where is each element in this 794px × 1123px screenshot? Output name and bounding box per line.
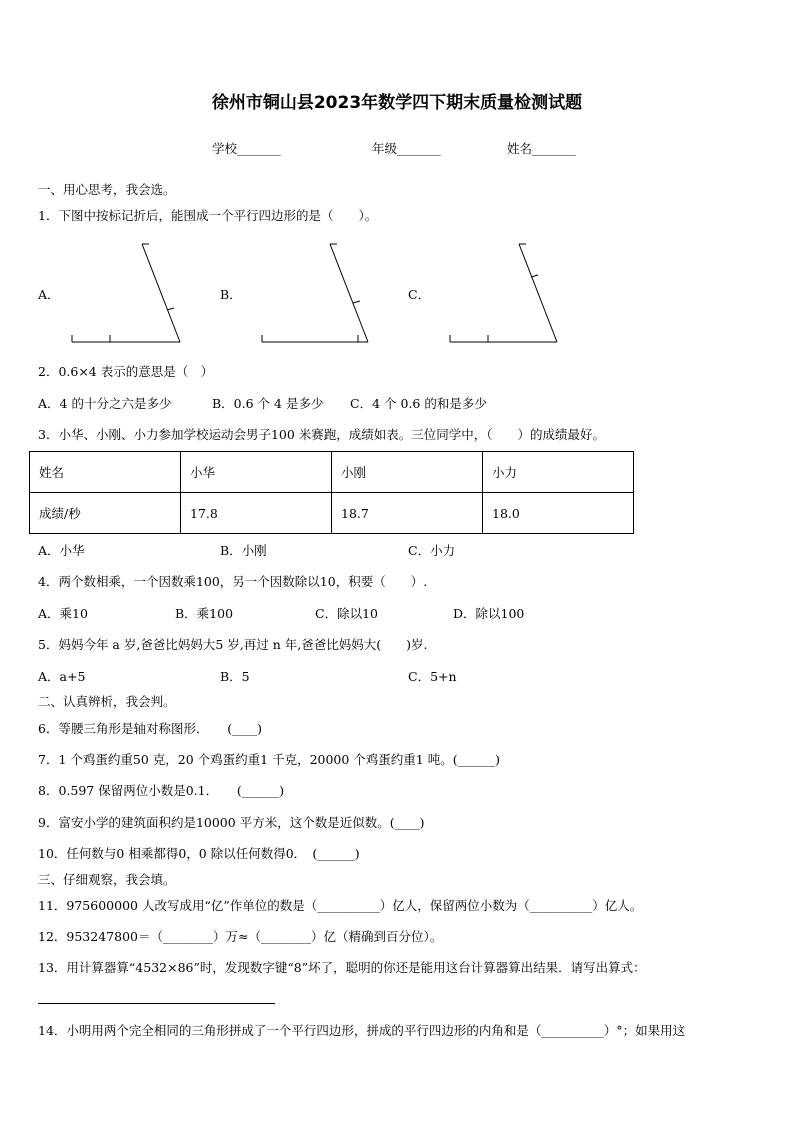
q4-option-d[interactable]: D．除以100 (453, 606, 525, 621)
option-c-label[interactable]: C． (408, 287, 431, 302)
question-8: 8．0.597 保留两位小数是0.1． (______) (38, 783, 285, 798)
section-heading: 一、用心思考，我会选。 (38, 182, 176, 197)
question-6: 6．等腰三角形是轴对称图形． (____) (38, 721, 262, 736)
question-7: 7．1 个鸡蛋约重50 克，20 个鸡蛋约重1 千克，20000 个鸡蛋约重1 吨。(______) (38, 752, 500, 767)
table-cell: 小华 (181, 452, 332, 493)
q2-option-b[interactable]: B．0.6 个 4 是多少 (212, 396, 324, 411)
table-cell: 姓名 (30, 452, 181, 493)
table-row (30, 493, 634, 534)
question-2: 2．0.6×4 表示的意思是（ ） (38, 364, 214, 379)
figure-c (438, 240, 568, 348)
score-table (29, 451, 634, 534)
q5-option-a[interactable]: A．a+5 (38, 669, 86, 684)
question-3: 3．小华、小刚、小力参加学校运动会男子100 米赛跑，成绩如表。三位同学中，（ ）的成绩最好。 (38, 427, 606, 442)
q5-option-c[interactable]: C．5+n (408, 669, 457, 684)
question-9: 9．富安小学的建筑面积约是10000 平方米，这个数是近似数。(____) (38, 815, 425, 830)
q4-option-c[interactable]: C．除以10 (315, 606, 378, 621)
question-5: 5．妈妈今年 a 岁,爸爸比妈妈大5 岁,再过 n 年,爸爸比妈妈大( )岁. (38, 637, 428, 652)
option-b-label[interactable]: B． (220, 287, 242, 302)
name-field[interactable]: 姓名_______ (507, 141, 576, 156)
q2-option-a[interactable]: A．4 的十分之六是多少 (38, 396, 172, 411)
option-a-label[interactable]: A． (38, 287, 60, 302)
question-10: 10．任何数与0 相乘都得0，0 除以任何数得0． (______) (38, 846, 360, 861)
answer-line[interactable] (38, 1003, 275, 1004)
page-title: 徐州市铜山县2023年数学四下期末质量检测试题 (211, 93, 583, 113)
q5-option-b[interactable]: B．5 (220, 669, 250, 684)
question-1: 1．下图中按标记折后，能围成一个平行四边形的是（ ）。 (38, 208, 378, 223)
q4-option-b[interactable]: B．乘100 (175, 606, 234, 621)
question-11: 11．975600000 人改写成用“亿”作单位的数是（__________）亿人，保留两位小数为（__________）亿人。 (38, 898, 643, 913)
table-cell: 17.8 (181, 493, 332, 534)
table-cell: 成绩/秒 (30, 493, 181, 534)
table-row (30, 452, 634, 493)
figure-b (250, 240, 380, 348)
q4-option-a[interactable]: A．乘10 (38, 606, 88, 621)
section-heading: 三、仔细观察，我会填。 (38, 872, 176, 887)
question-12: 12．953247800＝（________）万≈（________）亿（精确到百分位）。 (38, 929, 443, 944)
q3-option-a[interactable]: A．小华 (38, 543, 85, 558)
q2-option-c[interactable]: C．4 个 0.6 的和是多少 (350, 396, 487, 411)
question-13: 13．用计算器算“4532×86”时，发现数字键“8”坏了，聪明的你还是能用这台计算器算出结果．请写出算式： (38, 960, 646, 975)
question-14: 14．小明用两个完全相同的三角形拼成了一个平行四边形，拼成的平行四边形的内角和是（__________）°；如果用这 (38, 1023, 686, 1038)
figure-a (60, 240, 190, 348)
table-cell: 小刚 (332, 452, 483, 493)
table-cell: 小力 (483, 452, 634, 493)
question-4: 4．两个数相乘，一个因数乘100，另一个因数除以10，积要（ ）. (38, 574, 428, 589)
table-cell: 18.7 (332, 493, 483, 534)
grade-field[interactable]: 年级_______ (372, 141, 441, 156)
school-field[interactable]: 学校_______ (212, 141, 281, 156)
q3-option-c[interactable]: C．小力 (408, 543, 456, 558)
table-cell: 18.0 (483, 493, 634, 534)
section-heading: 二、认真辨析，我会判。 (38, 694, 176, 709)
q3-option-b[interactable]: B．小刚 (220, 543, 267, 558)
